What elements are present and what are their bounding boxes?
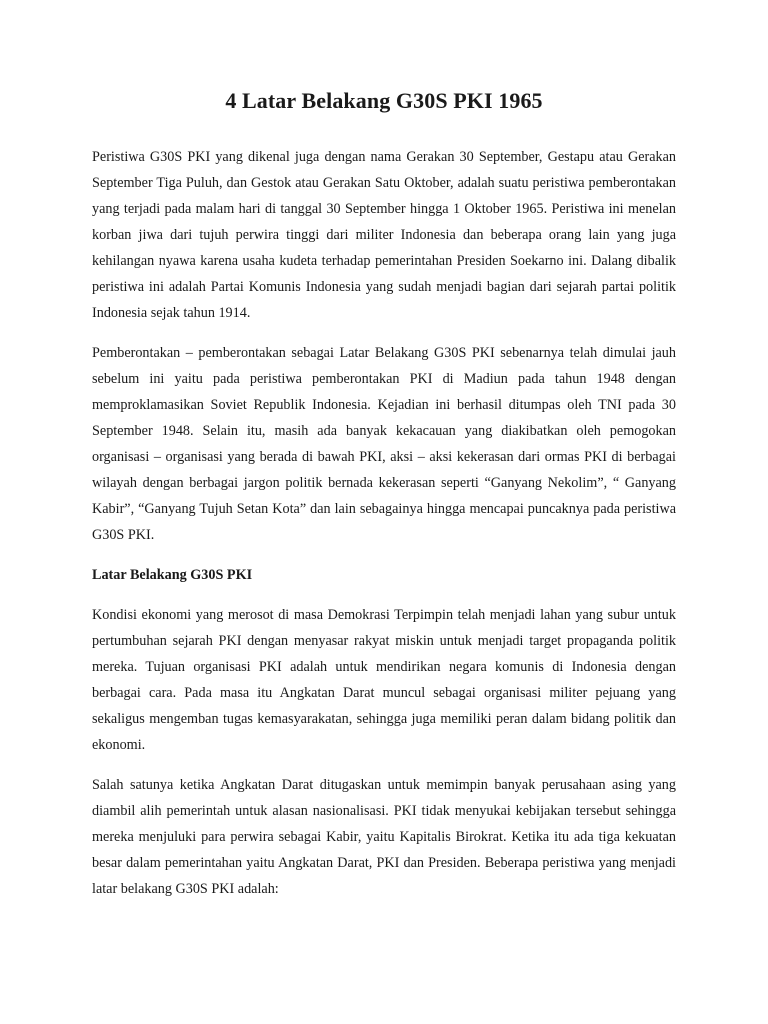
paragraph-kondisi-ekonomi: Kondisi ekonomi yang merosot di masa Demokrasi Terpimpin telah menjadi lahan yang subur untuk pertumbuhan sejarah PKI dengan menyasar rakyat miskin untuk menjadi target propaganda politik mereka. Tujuan organisasi PKI adalah untuk mendirikan negara komunis di Indonesia dengan berbagai cara. Pada masa itu Angkatan Darat muncul sebagai organisasi militer pejuang yang sekaligus mengemban tugas kemasyarakatan, sehingga juga memiliki peran dalam bidang politik dan ekonomi.	[92, 607, 676, 753]
document-page	[92, 80, 676, 916]
section-heading: Latar Belakang G30S PKI	[92, 567, 253, 583]
paragraph-intro: Peristiwa G30S PKI yang dikenal juga dengan nama Gerakan 30 September, Gestapu atau Gerakan September Tiga Puluh, dan Gestok atau Gerakan Satu Oktober, adalah suatu peristiwa pemberontakan yang terjadi pada malam hari di tanggal 30 September hingga 1 Oktober 1965. Peristiwa ini menelan korban jiwa dari tujuh perwira tinggi dari militer Indonesia dan beberapa orang lain yang juga kehilangan nyawa karena usaha kudeta terhadap pemerintahan Presiden Soekarno ini. Dalang dibalik peristiwa ini adalah Partai Komunis Indonesia yang sudah menjadi bagian dari sejarah partai politik Indonesia sejak tahun 1914.	[92, 149, 676, 321]
paragraph-pemberontakan: Pemberontakan – pemberontakan sebagai Latar Belakang G30S PKI sebenarnya telah dimulai jauh sebelum ini yaitu pada peristiwa pemberontakan PKI di Madiun pada tahun 1948 dengan memproklamasikan Soviet Republik Indonesia. Kejadian ini berhasil ditumpas oleh TNI pada 30 September 1948. Selain itu, masih ada banyak kekacauan yang diakibatkan oleh pemogokan organisasi – organisasi yang berada di bawah PKI, aksi – aksi kekerasan dari ormas PKI di berbagai wilayah dengan berbagai jargon politik bernada kekerasan seperti “Ganyang Nekolim”, “ Ganyang Kabir”, “Ganyang Tujuh Setan Kota” dan lain sebagainya hingga mencapai puncaknya pada peristiwa G30S PKI.	[92, 345, 676, 543]
document-title: 4 Latar Belakang G30S PKI 1965	[225, 88, 543, 113]
paragraph-angkatan-darat: Salah satunya ketika Angkatan Darat ditugaskan untuk memimpin banyak perusahaan asing yang diambil alih pemerintah untuk alasan nasionalisasi. PKI tidak menyukai kebijakan tersebut sehingga mereka menjuluki para perwira sebagai Kabir, yaitu Kapitalis Birokrat. Ketika itu ada tiga kekuatan besar dalam pemerintahan yaitu Angkatan Darat, PKI dan Presiden. Beberapa peristiwa yang menjadi latar belakang G30S PKI adalah:	[92, 777, 676, 897]
